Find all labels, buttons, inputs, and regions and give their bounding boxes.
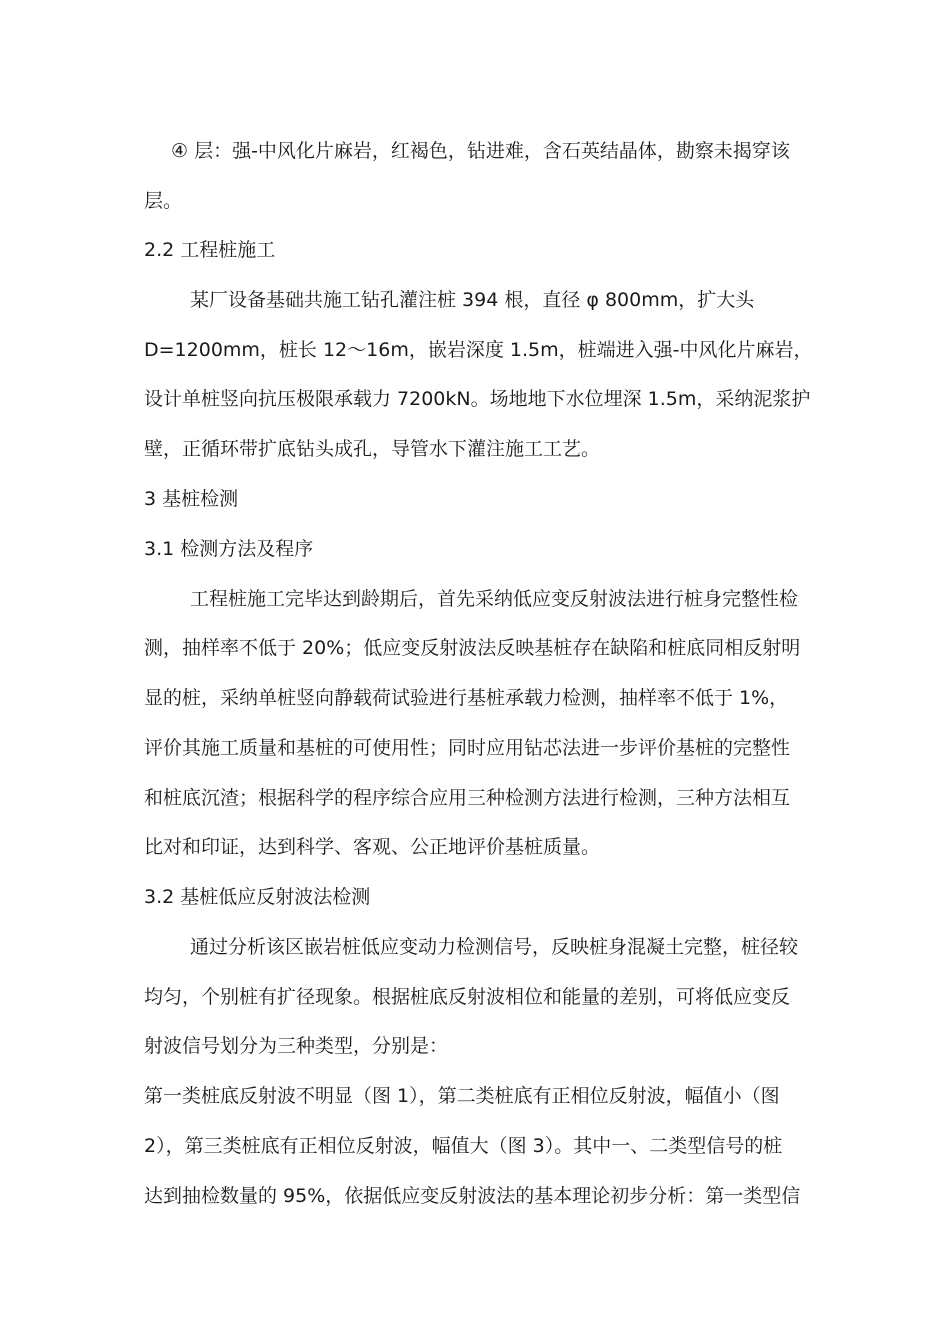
paragraph-line: 达到抽检数量的 95%，依据低应变反射波法的基本理论初步分析：第一类型信 <box>144 1185 801 1207</box>
section-heading: 3 基桩检测 <box>144 488 239 510</box>
paragraph-line: 显的桩，采纳单桩竖向静载荷试验进行基桩承载力检测，抽样率不低于 1%， <box>144 687 789 709</box>
section-heading: 3.2 基桩低应反射波法检测 <box>144 886 371 908</box>
paragraph-line: 2），第三类桩底有正相位反射波，幅值大（图 3）。其中一、二类型信号的桩 <box>144 1135 783 1157</box>
paragraph-line: 比对和印证，达到科学、客观、公正地评价基桩质量。 <box>144 836 601 858</box>
paragraph-line: ④ 层：强-中风化片麻岩，红褐色，钻进难，含石英结晶体，勘察未揭穿该 <box>171 140 790 162</box>
paragraph-line: 和桩底沉渣；根据科学的程序综合应用三种检测方法进行检测，三种方法相互 <box>144 787 791 809</box>
paragraph-line: 射波信号划分为三种类型，分别是： <box>144 1035 449 1057</box>
paragraph-line: 第一类桩底反射波不明显（图 1），第二类桩底有正相位反射波，幅值小（图 <box>144 1085 780 1107</box>
paragraph-line: 测，抽样率不低于 20%；低应变反射波法反映基桩存在缺陷和桩底同相反射明 <box>144 637 801 659</box>
paragraph-line: 通过分析该区嵌岩桩低应变动力检测信号，反映桩身混凝土完整，桩径较 <box>190 936 799 958</box>
paragraph-line: 壁，正循环带扩底钻头成孔，导管水下灌注施工工艺。 <box>144 438 601 460</box>
paragraph-line: 均匀，个别桩有扩径现象。根据桩底反射波相位和能量的差别，可将低应变反 <box>144 986 791 1008</box>
paragraph-line: 某厂设备基础共施工钻孔灌注桩 394 根，直径 φ 800mm，扩大头 <box>190 289 755 311</box>
paragraph-line: D=1200mm，桩长 12～16m，嵌岩深度 1.5m，桩端进入强-中风化片麻岩， <box>144 339 813 361</box>
paragraph-line: 设计单桩竖向抗压极限承载力 7200kN。场地地下水位埋深 1.5m，采纳泥浆护 <box>144 388 811 410</box>
paragraph-line: 工程桩施工完毕达到龄期后，首先采纳低应变反射波法进行桩身完整性检 <box>190 588 799 610</box>
section-heading: 2.2 工程桩施工 <box>144 239 276 261</box>
paragraph-line: 层。 <box>144 190 183 212</box>
paragraph-line: 评价其施工质量和基桩的可使用性；同时应用钻芯法进一步评价基桩的完整性 <box>144 737 791 759</box>
section-heading: 3.1 检测方法及程序 <box>144 538 314 560</box>
